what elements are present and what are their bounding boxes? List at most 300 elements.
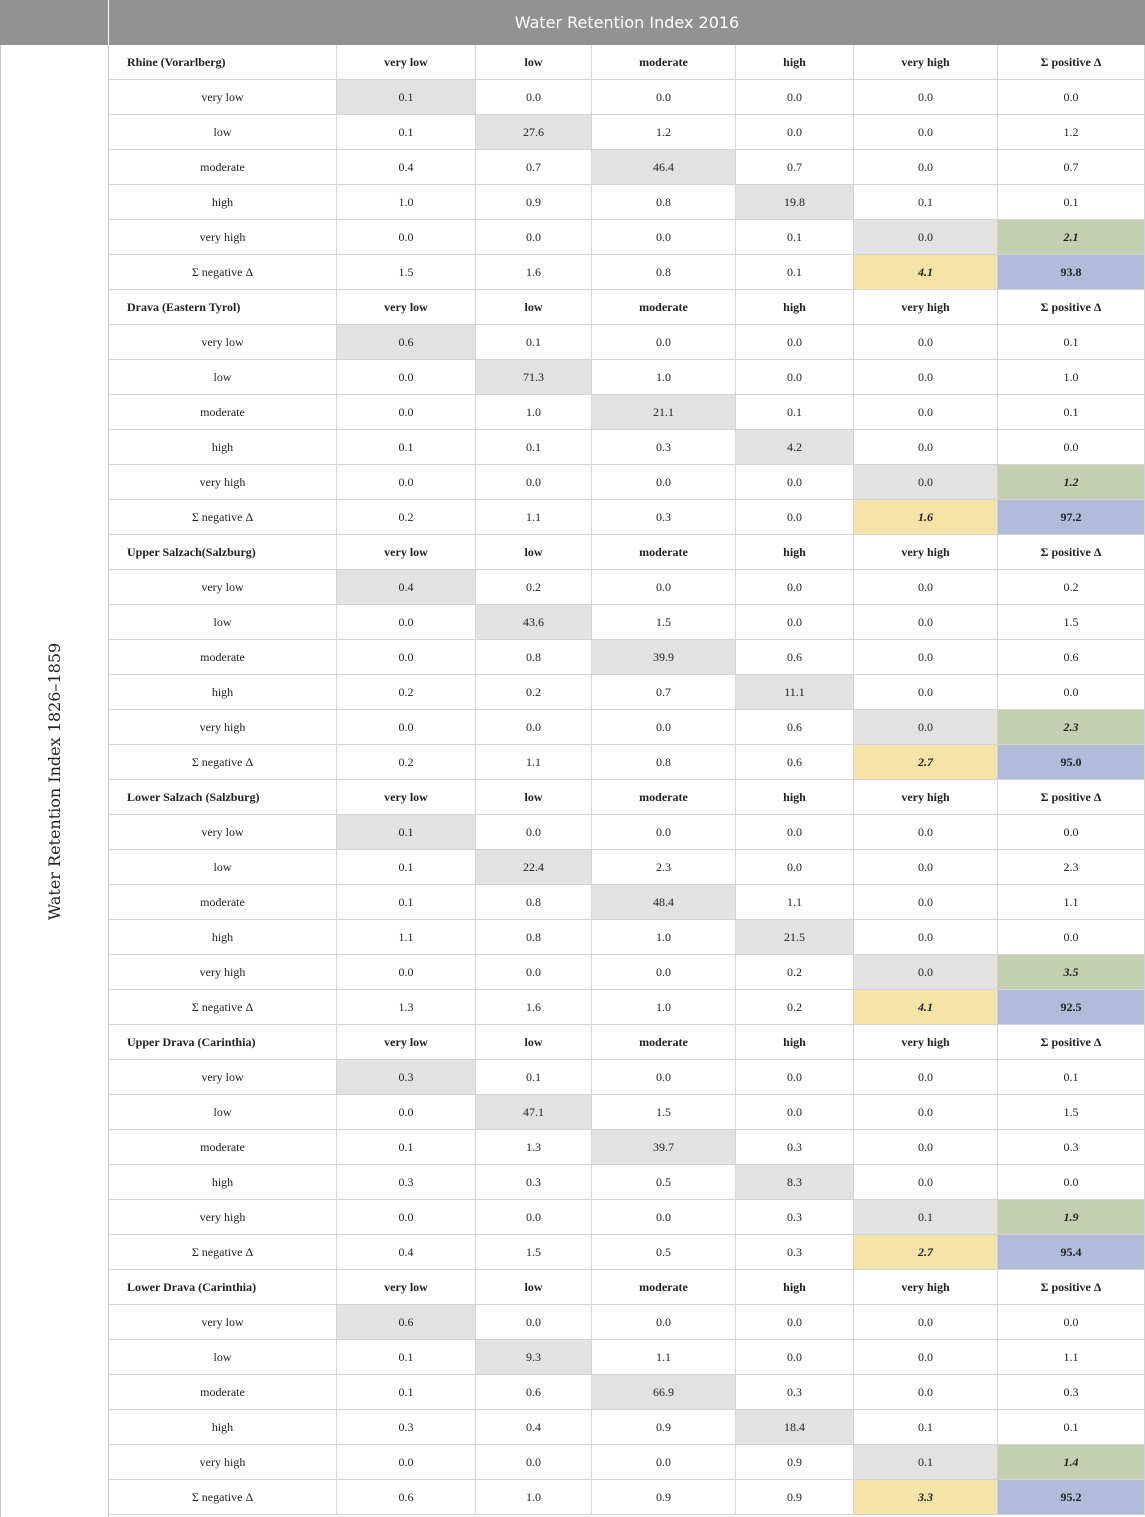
row-label: high	[109, 430, 337, 465]
table-cell: 0.1	[337, 1375, 476, 1410]
table-cell: 0.9	[736, 1445, 854, 1480]
table-cell: 0.0	[592, 955, 736, 990]
table-cell: 0.0	[854, 1305, 998, 1340]
table-cell: 0.0	[854, 675, 998, 710]
table-cell: 0.0	[736, 850, 854, 885]
table-cell: 0.2	[998, 570, 1145, 605]
table-cell: 1.0	[998, 360, 1145, 395]
table-cell: 95.2	[998, 1480, 1145, 1515]
table-cell: 0.2	[337, 745, 476, 780]
table-cell: 0.3	[736, 1130, 854, 1165]
table-cell: 22.4	[476, 850, 592, 885]
table-cell: 1.1	[998, 1340, 1145, 1375]
table-cell: 0.0	[736, 115, 854, 150]
table-cell: 2.3	[592, 850, 736, 885]
table-cell: 66.9	[592, 1375, 736, 1410]
table-cell: 1.0	[592, 360, 736, 395]
column-header: low	[476, 1270, 592, 1305]
row-label: very low	[109, 325, 337, 360]
row-label: high	[109, 1165, 337, 1200]
table-cell: 48.4	[592, 885, 736, 920]
table-cell: 0.0	[592, 80, 736, 115]
table-cell: 0.8	[592, 185, 736, 220]
table-cell: 95.4	[998, 1235, 1145, 1270]
table-cell: 0.0	[476, 80, 592, 115]
row-label: high	[109, 675, 337, 710]
table-cell: 1.1	[476, 500, 592, 535]
table-cell: 0.9	[476, 185, 592, 220]
table-cell: 1.5	[998, 605, 1145, 640]
table-cell: 0.0	[854, 570, 998, 605]
table-cell: 0.9	[592, 1480, 736, 1515]
column-header: very low	[337, 45, 476, 80]
table-cell: 1.0	[592, 920, 736, 955]
row-label: moderate	[109, 1130, 337, 1165]
table-cell: 0.7	[736, 150, 854, 185]
table-cell: 0.0	[854, 885, 998, 920]
row-label: high	[109, 185, 337, 220]
column-header: Σ positive Δ	[998, 1025, 1145, 1060]
table-cell: 0.1	[337, 885, 476, 920]
table-cell: 0.4	[337, 570, 476, 605]
table-cell: 97.2	[998, 500, 1145, 535]
table-cell: 0.0	[854, 640, 998, 675]
table-cell: 0.3	[736, 1235, 854, 1270]
table-cell: 0.1	[476, 1060, 592, 1095]
table-cell: 0.0	[854, 920, 998, 955]
row-label: low	[109, 850, 337, 885]
table-cell: 0.3	[337, 1165, 476, 1200]
row-label: very low	[109, 1060, 337, 1095]
row-label: very high	[109, 1445, 337, 1480]
table-cell: 0.3	[592, 430, 736, 465]
table-cell: 0.4	[337, 150, 476, 185]
table-cell: 0.0	[854, 710, 998, 745]
table-cell: 18.4	[736, 1410, 854, 1445]
table-cell: 0.0	[337, 360, 476, 395]
column-header: high	[736, 1025, 854, 1060]
table-cell: 1.6	[476, 990, 592, 1025]
table-cell: 0.0	[854, 395, 998, 430]
table-cell: 0.0	[337, 605, 476, 640]
table-cell: 0.0	[736, 1060, 854, 1095]
table-cell: 92.5	[998, 990, 1145, 1025]
table-cell: 0.0	[854, 325, 998, 360]
table-cell: 43.6	[476, 605, 592, 640]
table-cell: 1.1	[337, 920, 476, 955]
column-header: moderate	[592, 780, 736, 815]
table-cell: 0.8	[476, 640, 592, 675]
column-header: very low	[337, 1270, 476, 1305]
table-cell: 0.6	[736, 640, 854, 675]
column-header: very high	[854, 45, 998, 80]
table-cell: 27.6	[476, 115, 592, 150]
table-cell: 0.0	[854, 465, 998, 500]
section-name: Lower Salzach (Salzburg)	[109, 780, 337, 815]
table-cell: 1.5	[998, 1095, 1145, 1130]
column-header: Σ positive Δ	[998, 535, 1145, 570]
table-cell: 0.6	[998, 640, 1145, 675]
side-title: Water Retention Index 1826–1859	[45, 642, 64, 920]
table-cell: 0.1	[476, 430, 592, 465]
top-title: Water Retention Index 2016	[109, 0, 1145, 45]
table-cell: 0.7	[592, 675, 736, 710]
table-cell: 0.5	[592, 1165, 736, 1200]
row-label: Σ negative Δ	[109, 500, 337, 535]
column-header: high	[736, 535, 854, 570]
column-header: low	[476, 535, 592, 570]
row-label: moderate	[109, 640, 337, 675]
table-cell: 0.0	[592, 1060, 736, 1095]
table-cell: 0.1	[337, 850, 476, 885]
table-cell: 0.0	[476, 465, 592, 500]
table-cell: 93.8	[998, 255, 1145, 290]
table-cell: 0.2	[736, 955, 854, 990]
table-cell: 11.1	[736, 675, 854, 710]
table-cell: 1.1	[736, 885, 854, 920]
table-cell: 8.3	[736, 1165, 854, 1200]
row-label: low	[109, 115, 337, 150]
table-cell: 0.1	[854, 1200, 998, 1235]
table-cell: 71.3	[476, 360, 592, 395]
row-label: very high	[109, 710, 337, 745]
table-cell: 0.3	[736, 1375, 854, 1410]
table-cell: 0.3	[998, 1130, 1145, 1165]
table-cell: 19.8	[736, 185, 854, 220]
table-cell: 0.1	[337, 815, 476, 850]
table-cell: 0.8	[476, 885, 592, 920]
table-cell: 1.0	[337, 185, 476, 220]
table-cell: 0.0	[592, 1200, 736, 1235]
table-cell: 2.7	[854, 1235, 998, 1270]
column-header: high	[736, 290, 854, 325]
column-header: Σ positive Δ	[998, 45, 1145, 80]
column-header: very high	[854, 290, 998, 325]
column-header: high	[736, 780, 854, 815]
table-cell: 0.0	[998, 920, 1145, 955]
column-header: Σ positive Δ	[998, 1270, 1145, 1305]
table-cell: 0.0	[592, 1445, 736, 1480]
table-cell: 0.3	[337, 1060, 476, 1095]
table-cell: 0.7	[476, 150, 592, 185]
table-cell: 0.0	[854, 815, 998, 850]
table-cell: 1.1	[592, 1340, 736, 1375]
row-label: Σ negative Δ	[109, 255, 337, 290]
table-cell: 0.1	[337, 430, 476, 465]
column-header: very low	[337, 780, 476, 815]
table-cell: 0.0	[476, 1445, 592, 1480]
table-cell: 0.3	[476, 1165, 592, 1200]
table-cell: 0.0	[337, 395, 476, 430]
table-cell: 4.1	[854, 990, 998, 1025]
table-cell: 0.1	[736, 395, 854, 430]
table-cell: 1.6	[854, 500, 998, 535]
column-header: moderate	[592, 535, 736, 570]
table-cell: 1.5	[592, 1095, 736, 1130]
table-cell: 1.5	[476, 1235, 592, 1270]
header-corner	[0, 0, 109, 45]
section-name: Upper Salzach(Salzburg)	[109, 535, 337, 570]
table-cell: 0.0	[854, 1375, 998, 1410]
table-cell: 1.4	[998, 1445, 1145, 1480]
row-label: very low	[109, 1305, 337, 1340]
column-header: very high	[854, 1270, 998, 1305]
table-cell: 1.0	[476, 395, 592, 430]
table-cell: 2.7	[854, 745, 998, 780]
table-cell: 39.7	[592, 1130, 736, 1165]
table-cell: 0.0	[998, 1165, 1145, 1200]
table-cell: 0.4	[476, 1410, 592, 1445]
table-cell: 0.0	[854, 955, 998, 990]
table-cell: 0.2	[476, 675, 592, 710]
table-cell: 0.6	[736, 745, 854, 780]
row-label: very high	[109, 465, 337, 500]
table-cell: 21.1	[592, 395, 736, 430]
column-header: low	[476, 1025, 592, 1060]
row-label: Σ negative Δ	[109, 990, 337, 1025]
table-cell: 0.1	[998, 1410, 1145, 1445]
row-label: Σ negative Δ	[109, 745, 337, 780]
table-cell: 0.0	[998, 430, 1145, 465]
table-cell: 0.1	[998, 395, 1145, 430]
row-label: Σ negative Δ	[109, 1235, 337, 1270]
column-header: Σ positive Δ	[998, 780, 1145, 815]
table-header	[0, 0, 1145, 45]
column-header: moderate	[592, 45, 736, 80]
table-cell: 0.5	[592, 1235, 736, 1270]
table-cell: 0.2	[736, 990, 854, 1025]
table-cell: 0.6	[337, 1480, 476, 1515]
table-cell: 3.5	[998, 955, 1145, 990]
table-cell: 0.0	[854, 150, 998, 185]
column-header: very low	[337, 1025, 476, 1060]
table-cell: 0.0	[337, 1095, 476, 1130]
row-label: low	[109, 1340, 337, 1375]
table-cell: 0.0	[854, 115, 998, 150]
table-body	[109, 45, 1145, 1517]
column-header: very high	[854, 535, 998, 570]
column-header: very high	[854, 780, 998, 815]
table-cell: 0.3	[337, 1410, 476, 1445]
table-cell: 0.2	[337, 500, 476, 535]
table-cell: 1.5	[592, 605, 736, 640]
table-cell: 0.2	[476, 570, 592, 605]
row-label: Σ negative Δ	[109, 1480, 337, 1515]
table-cell: 0.0	[998, 815, 1145, 850]
table-cell: 0.0	[592, 570, 736, 605]
table-cell: 0.0	[854, 1340, 998, 1375]
table-cell: 0.3	[998, 1375, 1145, 1410]
side-header	[0, 45, 109, 1517]
table-cell: 0.0	[592, 710, 736, 745]
column-header: Σ positive Δ	[998, 290, 1145, 325]
table-cell: 0.0	[736, 605, 854, 640]
table-cell: 0.0	[854, 1130, 998, 1165]
table-cell: 2.3	[998, 850, 1145, 885]
column-header: moderate	[592, 290, 736, 325]
table-cell: 0.0	[736, 1095, 854, 1130]
row-label: very low	[109, 570, 337, 605]
table-cell: 95.0	[998, 745, 1145, 780]
table-cell: 0.0	[854, 80, 998, 115]
table-cell: 0.0	[736, 815, 854, 850]
table-cell: 1.0	[476, 1480, 592, 1515]
table-cell: 0.0	[998, 1305, 1145, 1340]
table-cell: 0.1	[476, 325, 592, 360]
table-cell: 0.0	[476, 955, 592, 990]
row-label: very high	[109, 1200, 337, 1235]
table-cell: 0.1	[998, 325, 1145, 360]
table-cell: 0.0	[854, 605, 998, 640]
table-cell: 0.1	[854, 1445, 998, 1480]
table-cell: 0.1	[854, 185, 998, 220]
table-cell: 0.0	[337, 955, 476, 990]
table-cell: 0.0	[736, 360, 854, 395]
table-cell: 0.3	[592, 500, 736, 535]
column-header: low	[476, 45, 592, 80]
table-cell: 0.0	[854, 850, 998, 885]
table-cell: 0.3	[736, 1200, 854, 1235]
table-cell: 0.4	[337, 1235, 476, 1270]
table-cell: 0.7	[998, 150, 1145, 185]
column-header: moderate	[592, 1025, 736, 1060]
table-cell: 0.0	[592, 465, 736, 500]
column-header: high	[736, 45, 854, 80]
row-label: very high	[109, 955, 337, 990]
table-cell: 0.0	[337, 220, 476, 255]
row-label: moderate	[109, 885, 337, 920]
row-label: low	[109, 360, 337, 395]
column-header: moderate	[592, 1270, 736, 1305]
table-cell: 0.1	[337, 80, 476, 115]
row-label: high	[109, 920, 337, 955]
table-cell: 0.6	[337, 1305, 476, 1340]
table-cell: 0.0	[854, 1095, 998, 1130]
table-cell: 0.0	[854, 360, 998, 395]
table-cell: 0.1	[854, 1410, 998, 1445]
table-cell: 1.0	[592, 990, 736, 1025]
table-cell: 0.6	[476, 1375, 592, 1410]
table-cell: 0.0	[736, 1305, 854, 1340]
table-cell: 0.0	[736, 325, 854, 360]
table-cell: 0.0	[736, 570, 854, 605]
table-cell: 21.5	[736, 920, 854, 955]
section-name: Rhine (Vorarlberg)	[109, 45, 337, 80]
table-cell: 0.0	[736, 500, 854, 535]
table-cell: 39.9	[592, 640, 736, 675]
table-cell: 0.0	[592, 325, 736, 360]
table-cell: 0.0	[592, 220, 736, 255]
table-cell: 0.0	[854, 1165, 998, 1200]
table-cell: 0.0	[476, 1200, 592, 1235]
table-cell: 1.6	[476, 255, 592, 290]
column-header: high	[736, 1270, 854, 1305]
table-cell: 0.0	[337, 465, 476, 500]
table-cell: 47.1	[476, 1095, 592, 1130]
table-cell: 0.0	[476, 1305, 592, 1340]
table-cell: 1.1	[998, 885, 1145, 920]
table-cell: 0.1	[998, 1060, 1145, 1095]
table-cell: 0.1	[337, 1130, 476, 1165]
table-cell: 0.8	[476, 920, 592, 955]
column-header: very low	[337, 535, 476, 570]
table-cell: 0.1	[337, 1340, 476, 1375]
table-cell: 2.1	[998, 220, 1145, 255]
row-label: moderate	[109, 1375, 337, 1410]
table-cell: 0.1	[337, 115, 476, 150]
table-cell: 0.2	[337, 675, 476, 710]
row-label: very low	[109, 815, 337, 850]
table-cell: 9.3	[476, 1340, 592, 1375]
table-cell: 2.3	[998, 710, 1145, 745]
table-cell: 1.1	[476, 745, 592, 780]
row-label: very low	[109, 80, 337, 115]
row-label: low	[109, 1095, 337, 1130]
table-cell: 0.0	[736, 465, 854, 500]
table-cell: 0.8	[592, 745, 736, 780]
table-cell: 0.9	[592, 1410, 736, 1445]
table-cell: 0.1	[998, 185, 1145, 220]
row-label: low	[109, 605, 337, 640]
table-cell: 46.4	[592, 150, 736, 185]
row-label: moderate	[109, 395, 337, 430]
table-cell: 1.2	[998, 465, 1145, 500]
table-cell: 0.9	[736, 1480, 854, 1515]
table-cell: 0.0	[476, 220, 592, 255]
table-cell: 0.0	[592, 1305, 736, 1340]
section-name: Drava (Eastern Tyrol)	[109, 290, 337, 325]
table-cell: 0.0	[854, 1060, 998, 1095]
row-label: very high	[109, 220, 337, 255]
table-cell: 0.1	[736, 255, 854, 290]
table-cell: 1.5	[337, 255, 476, 290]
table-cell: 0.0	[337, 710, 476, 745]
section-name: Lower Drava (Carinthia)	[109, 1270, 337, 1305]
row-label: high	[109, 1410, 337, 1445]
table-cell: 0.8	[592, 255, 736, 290]
table-cell: 0.0	[337, 1200, 476, 1235]
table-cell: 1.3	[476, 1130, 592, 1165]
table-cell: 0.0	[998, 675, 1145, 710]
table-cell: 0.0	[736, 1340, 854, 1375]
table-cell: 1.2	[998, 115, 1145, 150]
table-cell: 4.1	[854, 255, 998, 290]
section-name: Upper Drava (Carinthia)	[109, 1025, 337, 1060]
table-cell: 1.2	[592, 115, 736, 150]
table-cell: 0.0	[476, 710, 592, 745]
table-cell: 0.0	[592, 815, 736, 850]
table-cell: 1.3	[337, 990, 476, 1025]
table-cell: 3.3	[854, 1480, 998, 1515]
table-cell: 0.0	[854, 430, 998, 465]
table-cell: 0.0	[476, 815, 592, 850]
table-cell: 0.1	[736, 220, 854, 255]
column-header: low	[476, 780, 592, 815]
table-cell: 0.6	[337, 325, 476, 360]
table-cell: 0.0	[337, 640, 476, 675]
table-cell: 1.9	[998, 1200, 1145, 1235]
table-cell: 0.0	[736, 80, 854, 115]
table-cell: 4.2	[736, 430, 854, 465]
table-cell: 0.0	[854, 220, 998, 255]
column-header: very high	[854, 1025, 998, 1060]
table-cell: 0.0	[998, 80, 1145, 115]
table-cell: 0.0	[337, 1445, 476, 1480]
column-header: low	[476, 290, 592, 325]
table-cell: 0.6	[736, 710, 854, 745]
row-label: moderate	[109, 150, 337, 185]
column-header: very low	[337, 290, 476, 325]
